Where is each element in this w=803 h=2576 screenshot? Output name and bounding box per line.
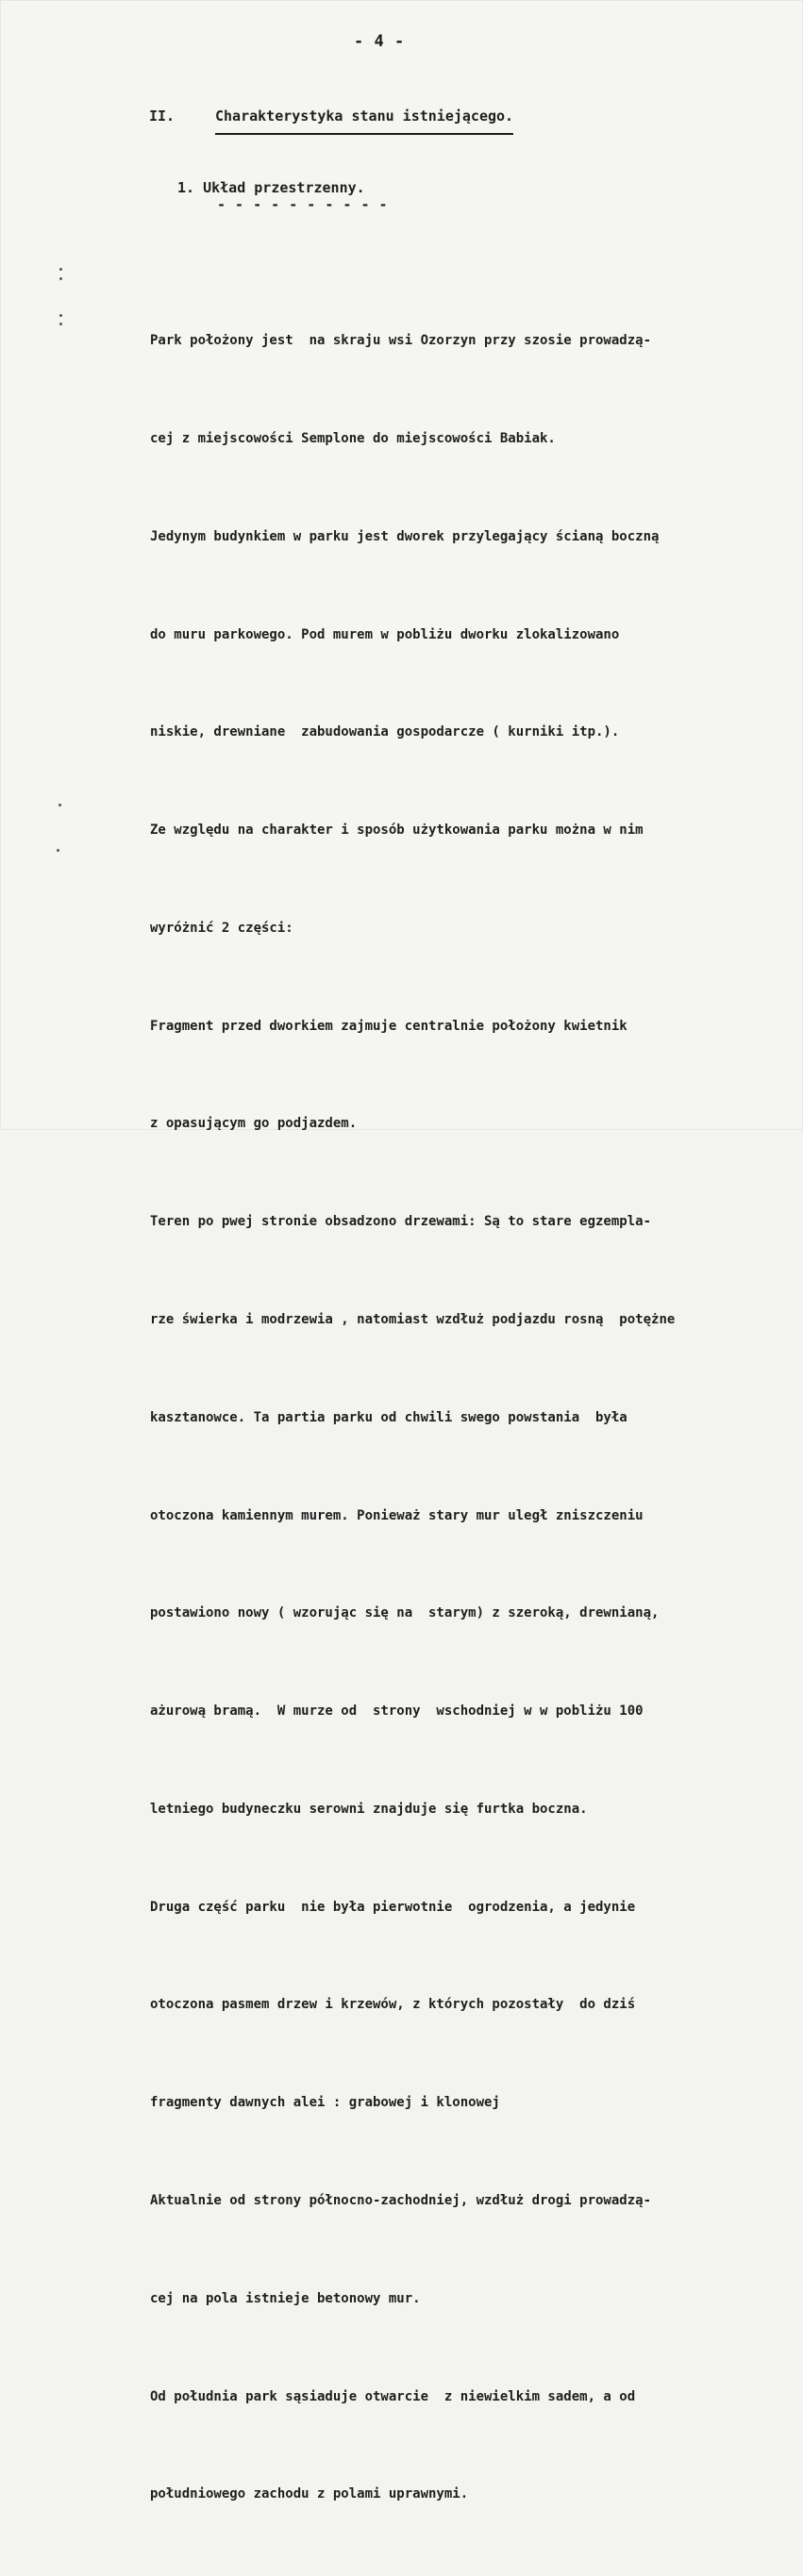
- text-line: kasztanowce. Ta partia parku od chwili swego powstania była: [150, 1409, 627, 1425]
- text-line: do muru parkowego. Pod murem w pobliżu dworku zlokalizowano: [150, 626, 620, 642]
- text-line: Ze względu na charakter i sposób użytkowania parku można w nim: [150, 823, 644, 839]
- margin-speck: [59, 277, 62, 280]
- margin-speck: [59, 323, 62, 325]
- margin-speck: [59, 314, 62, 317]
- text-line: Druga część parku nie była pierwotnie ogrodzenia, a jedynie: [150, 1899, 636, 1915]
- text-line: Fragment przed dworkiem zajmuje centralnie położony kwietnik: [150, 1018, 627, 1034]
- text-line: letniego budyneczku serowni znajduje się furtka boczna.: [150, 1801, 588, 1817]
- text-line: ażurową bramą. W murze od strony wschodniej w w pobliżu 100: [150, 1703, 644, 1720]
- text-line: południowego zachodu z polami uprawnymi.: [150, 2486, 469, 2502]
- section-numeral: II.: [149, 108, 176, 125]
- text-line: wyróżnić 2 części:: [150, 920, 293, 936]
- text-line: Aktualnie od strony północno-zachodniej, wzdłuż drogi prowadzą-: [150, 2193, 652, 2209]
- subsection-underline: - - - - - - - - - -: [217, 196, 389, 213]
- text-line: Park położony jest na skraju wsi Ozorzyn przy szosie prowadzą-: [150, 333, 652, 349]
- margin-speck: [59, 268, 62, 271]
- text-line: Jedynym budynkiem w parku jest dworek przylegający ścianą boczną: [150, 528, 660, 544]
- text-line: otoczona kamiennym murem. Ponieważ stary mur uległ zniszczeniu: [150, 1507, 644, 1523]
- margin-speck: [57, 849, 59, 852]
- text-line: cej na pola istnieje betonowy mur.: [150, 2290, 421, 2306]
- text-line: otoczona pasmem drzew i krzewów, z których pozostały do dziś: [150, 1997, 636, 2013]
- page-number: - 4 -: [354, 32, 405, 51]
- body-paragraph: [150, 259, 801, 2576]
- subsection-title: Układ przestrzenny.: [203, 179, 365, 196]
- section-title: Charakterystyka stanu istniejącego.: [215, 108, 513, 135]
- subsection-number: 1.: [177, 179, 195, 196]
- subsection-heading: [177, 179, 389, 213]
- text-line: rze świerka i modrzewia , natomiast wzdłuż podjazdu rosną potężne: [150, 1312, 676, 1327]
- text-line: fragmenty dawnych alei : grabowej i klonowej: [150, 2095, 500, 2111]
- section-heading: [149, 108, 513, 125]
- text-line: niskie, drewniane zabudowania gospodarcze ( kurniki itp.).: [150, 724, 620, 740]
- margin-speck: [59, 804, 61, 806]
- text-line: Od południa park sąsiaduje otwarcie z niewielkim sadem, a od: [150, 2388, 636, 2404]
- text-line: postawiono nowy ( wzorując się na starym) z szeroką, drewnianą,: [150, 1605, 660, 1621]
- text-line: Teren po pwej stronie obsadzono drzewami: Są to stare egzempla-: [150, 1214, 652, 1230]
- text-line: z opasującym go podjazdem.: [150, 1116, 358, 1132]
- text-line: cej z miejscowości Semplone do miejscowości Babiak.: [150, 430, 556, 446]
